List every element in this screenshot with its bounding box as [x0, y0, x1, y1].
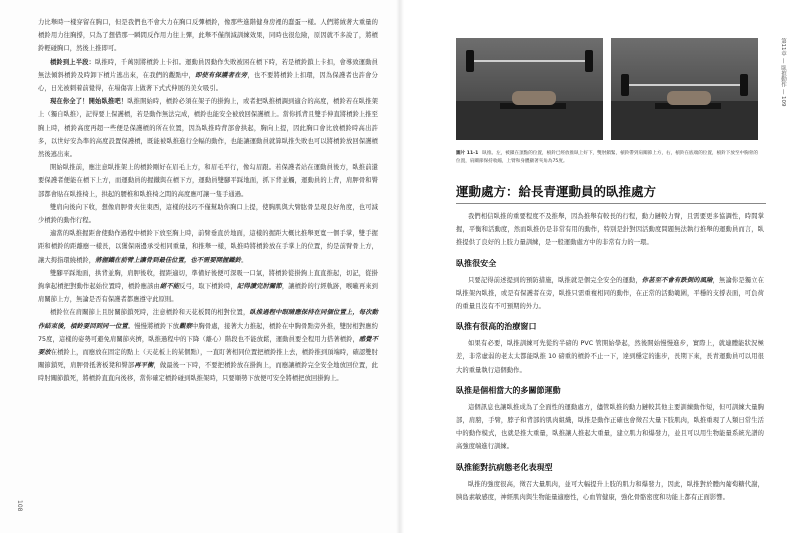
book-spine [396, 0, 404, 533]
left-page-body [38, 16, 378, 386]
chapter-title: 臥推動作 [780, 65, 786, 87]
page-number-left: 108 [16, 500, 23, 512]
subheading: 臥推是個相當大的多關節運動 [456, 385, 561, 395]
barbell [471, 60, 589, 62]
paragraph: 我們相信臥推的重要程度不及推舉，因為推舉有較長的行程，動力鏈較力臂，且需要更多協調性，時間掌握，平衡和活動度，然而臥推仍是非常有用的動作，特別是針對因活動度問題無法執行推舉的運動員而言，臥推提供了良好的上肢力量訓練，是一般運動處方中的非常有力的一環。 [456, 213, 764, 247]
figure-caption: 圖片 11-1 臥推。左，被鎖在頂點的位置，槓鈴已經放推臥上好下，雙肘鎖緊，槓鈴帶到肩關節上方，右，槓鈴在底端的位置，槓鈴下放至中胸骨的位置，肩關節保持收縮，上臂和身體顯著夾角為75度。 [456, 151, 758, 164]
bench-press-bottom-photo [611, 38, 758, 140]
paragraph: 只要記得前述提到的預防措施，臥推就是個完全安全的運動，你甚至不會有跌倒的風險，無論你是獨立在臥推架內臥推，或是有保護者在旁，臥推只需重複相同的動作，在正常的活動範圍，平穩的支撐表面，可負荷的重量且沒有不可預期的外力。 [456, 276, 764, 311]
paragraph: 如果有必要，臥推訓練可先從約半磅的 PVC 管開始學起，然後開始慢慢進步，實際上，就連體能狀況極差，非常虛弱的老太太都能臥推 10 磅重的槓鈴不止一下，達到穩定的進步，長期下來，長青運動員可以用很大的重量執行這個動作。 [456, 340, 764, 374]
chapter-number: 第11章 [780, 38, 786, 56]
subheading: 臥推能對抗病態老化表現型 [456, 462, 553, 472]
right-page-body [456, 210, 764, 504]
barbell [626, 84, 744, 86]
paragraph: 臥推的強度很高，徵召大量肌肉，並可大幅提升上肢的肌力和爆發力，因此，臥推對於體內葡萄糖代謝，胰島素敏感度，神經肌肉與生物能量適應性，心血管健康，強化骨骼密度和功能上都有正面影響。 [456, 480, 764, 501]
paragraph: 這個訊息也讓臥推成為了全面性的運動處方，儘管臥推的動力鏈較其他主要訓練動作短，但可訓練大量胸部，肩膀，手臂，脖子和背部的肌肉組織，臥推是動作正確也會徵召大量下肢肌肉，臥推重現了人類日常生活中的動作模式，也就是推大重量，臥推讓人推起大重量，建立肌力和爆發力，並且可以用生物能量系統光譜的高強度端進行訓練。 [456, 403, 764, 451]
paragraph: 槓鈴到上半段：臥推時，千萬別將槓鈴上卡扣。運動員因動作失敗被困在槓下時，若是槓鈴鎖上卡扣，會導致運動員無法傾斜槓鈴及時卸下槓片逃出來，在我們的觀點中，即使有保護者在旁，也不要將槓鈴上扣環，因為保護者也許會分心，日光被刺着前覺得，在場傷害上做著下式式伸展的美女吸引。 [38, 58, 379, 93]
paragraph: 槓鈴位在肩關節上且肘關節鎖死時，注意槓鈴和天花板間的相對位置，臥推過程中眼睛應保持在同個位置上，每次動作結束後，槓鈴要回到同一位置。慢慢將槓鈴下放觀察中胸骨處，接著大力推起，槓鈴在中胸骨點旁外推，雙肘相對應約75度，這樣的姿勢可避免肩關節夾擠，臥推過程中的下降（離心）階段也不能放鬆，運動員要全程用力搭著槓鈴，感覺不要放在槓鈴上，而應放在固定的點上（天花板上的某個點），一直盯著相同位置把槓鈴推上去，槓鈴推到頂端時，確認雙肘關節鎖死，肩胛骨抵著板凳和臀部再平衡，做最後一下時，不要把槓鈴放在掛鉤上，而應讓槓鈴完全安全地放回位置，此時肘關節鎖死，將槓鈴直直向後移，當你確定槓鈴碰到臥推架時，只要順勢下放便可安全將槓把放回掛鉤上。 [38, 309, 379, 383]
subheading: 臥推有很高的治療窗口 [456, 322, 537, 332]
weight-plate [585, 50, 593, 72]
subheading: 臥推很安全 [456, 258, 497, 268]
paragraph: 開始臥推前，應注意臥推架上的槓鈴剛好在眉毛上方，和眉毛平行，像勾眉跟。若保護者站在運動員後方，臥推前還要保護者便能在槓下上方，而運動員的握鐵與在槓下方，運動員雙腳平踩地面，抓下背並觸，運動員的上背，肩胛骨和臀部都會貼在臥推椅上，拱起的腰椎和臥推椅之間的高度應可讓一隻手通過。 [38, 164, 378, 198]
weight-plate [621, 74, 629, 96]
paragraph: 現在你全了！開始臥推吧！臥推開始時，槓鈴必須在架子的掛鉤上，或者把臥推槓調到適合的高度，槓鈴若在臥推架上（獨自臥推），記得要上保護槓，若是動作無法完成，槓鈴也能安全被放回保護槓上。當你抓背且雙手伸直將槓鈴上推至胸上時，槓鈴高度再超一些便是保護槓的所在位置，因為臥推時背部會拱起，胸向上提，因此胸口會比放槓鈴時高出許多，以世好安為準的高度設置保護槓，既能被臥推進行全幅的動作，也能讓運動員就算臥推失敗也可以將槓鈴放回保護槓然後逃出來。 [38, 98, 378, 159]
lifter [512, 91, 556, 105]
chapter-side-tab: 第11章 — 臥推動作 — 109 [780, 38, 786, 107]
lifter [667, 91, 711, 105]
weight-plate [466, 50, 474, 72]
figure-bench-press [456, 38, 758, 140]
page-number-right: 109 [780, 96, 786, 107]
weight-plate [740, 74, 748, 96]
bench-press-top-photo [456, 38, 603, 140]
paragraph: 雙腳平踩地面，拱背並胸，肩胛後收，握距適切，準備好後便可深吸一口氣，將槓鈴從掛鉤上直直推起，切記，從掛鉤拿起槓把對動作起始位置時，槓鈴應該由絕不能反弓，取下槓鈴時，記得讀完肘關節，讓槓鈴的行經軌跡，喉嚨再來到肩關節上方，無論是否有保護者都應遵守此原則。 [38, 269, 378, 304]
paragraph: 力比舉時一樣穿留在胸口，但是我們也不會大力在胸口反彈槓鈴，像那些進階健身房裡的蠢蛋一樣。人們將絨著大重量的槓鈴用力往胸撐，只為了想借那一瞬間反作用力往上彈，此舉不僅削減訓練效果，同時也很危險，原因就不多說了，將槓鈴輕碰胸口，然後上推即可。 [38, 19, 378, 53]
paragraph: 適當的臥推握距會使動作過程中槓鈴下放至胸上時，前臂垂直於地面，這樣的握距大概比推舉更寬一個手掌，雙手握距和槓鈴的距離應一樣長，以獲保兩邊承受相同重量，和推舉一樣，臥推時將槓鈴放在手掌上的位置，約是前臂骨上方，讓大拇指環繞槓鈴，將握鐵在前臂上讓骨到最佳位置，也不需要開握鐵鈴。 [38, 230, 378, 264]
figure-label: 圖片 11-1 [456, 151, 479, 156]
section-title: 運動處方：給長青運動員的臥推處方 [456, 182, 766, 204]
paragraph: 雙肩向後向下收，想像肩胛骨夾住東西，這樣的技巧不僅幫助你胸口上提，使胸肌與大臂肱骨呈現良好角度，也可減少槓鈴的動作行程。 [38, 203, 378, 225]
